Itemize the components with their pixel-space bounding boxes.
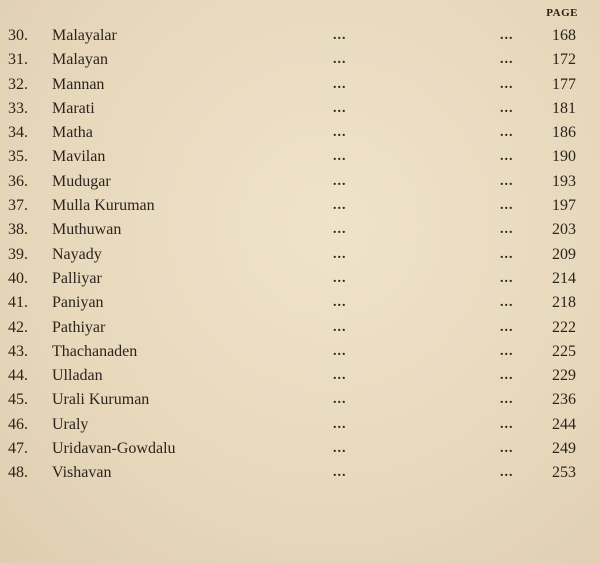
leader-dots: ...: [500, 173, 514, 189]
page-column-header: PAGE: [546, 7, 578, 19]
leader-dots: ...: [500, 222, 514, 238]
entry-page-number: 225: [552, 342, 576, 360]
leader-dots: ...: [333, 173, 347, 189]
leader-dots: ...: [500, 465, 514, 481]
leader-dots: ...: [500, 295, 514, 311]
leader-dots: ...: [500, 100, 514, 116]
entry-page-number: 168: [552, 27, 576, 44]
entry-page-number: 229: [552, 367, 576, 385]
entry-title: Malayan: [52, 51, 108, 69]
leader-dots: ...: [333, 246, 347, 262]
entry-number: 40.: [8, 269, 28, 287]
entry-page-number: 177: [552, 75, 576, 93]
entry-page-number: 172: [552, 51, 576, 69]
leader-dots: ...: [333, 125, 347, 141]
leader-dots: ...: [333, 319, 347, 335]
toc-row: [0, 121, 600, 145]
leader-dots: ...: [500, 125, 514, 141]
leader-dots: ...: [333, 149, 347, 165]
entry-number: 44.: [8, 367, 28, 385]
leader-dots: ...: [333, 100, 347, 116]
toc-row: [0, 170, 600, 194]
entry-page-number: 181: [552, 99, 576, 117]
leader-dots: ...: [500, 52, 514, 68]
entry-title: Ulladan: [52, 367, 103, 385]
toc-row: [0, 218, 600, 242]
toc-row: [0, 437, 600, 461]
leader-dots: ...: [333, 392, 347, 408]
entry-title: Pathiyar: [52, 318, 106, 336]
leader-dots: ...: [500, 76, 514, 92]
entry-page-number: 186: [552, 124, 576, 142]
toc-row: [0, 316, 600, 340]
entry-page-number: 190: [552, 148, 576, 166]
toc-row: [0, 73, 600, 97]
leader-dots: ...: [500, 198, 514, 214]
leader-dots: ...: [333, 52, 347, 68]
entry-number: 33.: [8, 99, 28, 117]
toc-row: [0, 145, 600, 169]
leader-dots: ...: [333, 198, 347, 214]
leader-dots: ...: [500, 343, 514, 359]
entry-page-number: 203: [552, 221, 576, 239]
entry-page-number: 214: [552, 269, 576, 287]
leader-dots: ...: [500, 270, 514, 286]
leader-dots: ...: [500, 416, 514, 432]
entry-page-number: 222: [552, 318, 576, 336]
leader-dots: ...: [333, 295, 347, 311]
entry-title: Mannan: [52, 75, 105, 93]
entry-number: 35.: [8, 148, 28, 166]
entry-page-number: 249: [552, 440, 576, 458]
leader-dots: ...: [333, 368, 347, 384]
entry-number: 37.: [8, 197, 28, 215]
toc-row: [0, 24, 600, 48]
entry-page-number: 253: [552, 464, 576, 482]
entry-number: 45.: [8, 391, 28, 409]
entry-title: Mulla Kuruman: [52, 197, 155, 215]
entry-title: Mavilan: [52, 148, 106, 166]
entry-number: 34.: [8, 124, 28, 142]
entry-title: Mudugar: [52, 172, 111, 190]
leader-dots: ...: [333, 270, 347, 286]
entry-number: 30.: [8, 27, 28, 44]
toc-row: [0, 48, 600, 72]
entry-title: Palliyar: [52, 269, 102, 287]
entry-title: Matha: [52, 124, 93, 142]
entry-title: Vishavan: [52, 464, 112, 482]
entry-page-number: 218: [552, 294, 576, 312]
entry-number: 39.: [8, 245, 28, 263]
entry-number: 32.: [8, 75, 28, 93]
entry-number: 31.: [8, 51, 28, 69]
leader-dots: ...: [500, 246, 514, 262]
entry-number: 38.: [8, 221, 28, 239]
entry-number: 42.: [8, 318, 28, 336]
entry-number: 41.: [8, 294, 28, 312]
entry-page-number: 236: [552, 391, 576, 409]
leader-dots: ...: [333, 222, 347, 238]
toc-row: [0, 413, 600, 437]
entry-number: 36.: [8, 172, 28, 190]
entry-title: Muthuwan: [52, 221, 122, 239]
toc-row: [0, 194, 600, 218]
entry-title: Thachanaden: [52, 342, 138, 360]
entry-title: Uraly: [52, 415, 89, 433]
leader-dots: ...: [333, 76, 347, 92]
toc-row: [0, 388, 600, 412]
toc-row: [0, 340, 600, 364]
entry-page-number: 193: [552, 172, 576, 190]
leader-dots: ...: [500, 319, 514, 335]
entry-number: 46.: [8, 415, 28, 433]
leader-dots: ...: [333, 416, 347, 432]
entry-title: Uridavan-Gowdalu: [52, 440, 176, 458]
entry-page-number: 197: [552, 197, 576, 215]
toc-row: [0, 364, 600, 388]
entry-number: 48.: [8, 464, 28, 482]
leader-dots: ...: [500, 368, 514, 384]
entry-title: Urali Kuruman: [52, 391, 150, 409]
toc-row: [0, 461, 600, 485]
leader-dots: ...: [333, 441, 347, 457]
toc-row: [0, 267, 600, 291]
toc-row: [0, 97, 600, 121]
leader-dots: ...: [500, 149, 514, 165]
entry-title: Paniyan: [52, 294, 104, 312]
entry-number: 47.: [8, 440, 28, 458]
entry-title: Marati: [52, 99, 95, 117]
toc-row: [0, 243, 600, 267]
entry-title: Malayalar: [52, 27, 117, 44]
table-of-contents: [0, 24, 600, 486]
entry-page-number: 244: [552, 415, 576, 433]
entry-title: Nayady: [52, 245, 102, 263]
toc-row: [0, 291, 600, 315]
leader-dots: ...: [500, 392, 514, 408]
entry-page-number: 209: [552, 245, 576, 263]
entry-number: 43.: [8, 342, 28, 360]
leader-dots: ...: [333, 343, 347, 359]
leader-dots: ...: [333, 465, 347, 481]
leader-dots: ...: [500, 28, 514, 43]
leader-dots: ...: [500, 441, 514, 457]
leader-dots: ...: [333, 28, 347, 43]
